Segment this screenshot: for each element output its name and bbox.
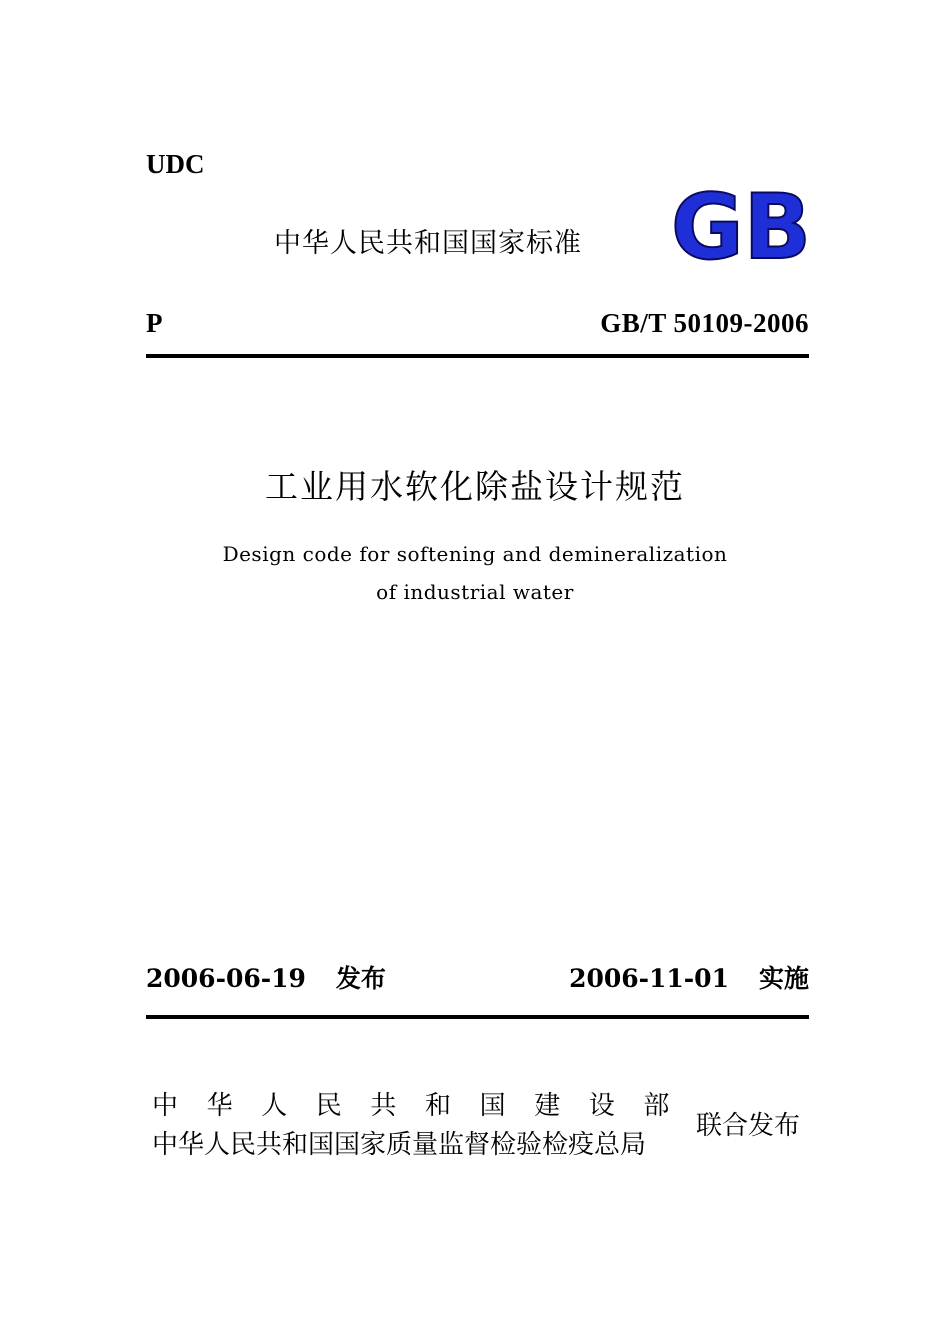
gb-logo-text: GB — [671, 188, 811, 264]
standard-type: 中华人民共和国国家标准 — [274, 228, 582, 259]
implementation-date: 2006-11-01 — [569, 964, 729, 993]
issue-date-block — [146, 960, 386, 998]
issuer-aqsiq: 中华人民共和国国家质量监督检验检疫总局 — [152, 1130, 647, 1160]
standard-number: GB/T 50109-2006 — [600, 308, 809, 338]
title-english-line2: of industrial water — [376, 580, 574, 604]
implementation-label: 实施 — [758, 964, 809, 993]
issue-date: 2006-06-19 — [146, 964, 306, 993]
title-english-line1: Design code for softening and demineralization — [222, 542, 728, 566]
header-rule — [146, 354, 809, 358]
classification-code: P — [146, 308, 163, 338]
title-chinese: 工业用水软化除盐设计规范 — [265, 467, 685, 506]
gb-logo — [668, 188, 814, 264]
issuer-ministry: 中华人民共和国建设部 — [152, 1091, 699, 1121]
implementation-date-block — [569, 960, 809, 998]
issue-label: 发布 — [335, 964, 386, 993]
footer-rule — [146, 1015, 809, 1019]
title-english — [0, 535, 950, 611]
udc-label: UDC — [146, 149, 205, 179]
joint-release-label: 联合发布 — [696, 1111, 801, 1141]
